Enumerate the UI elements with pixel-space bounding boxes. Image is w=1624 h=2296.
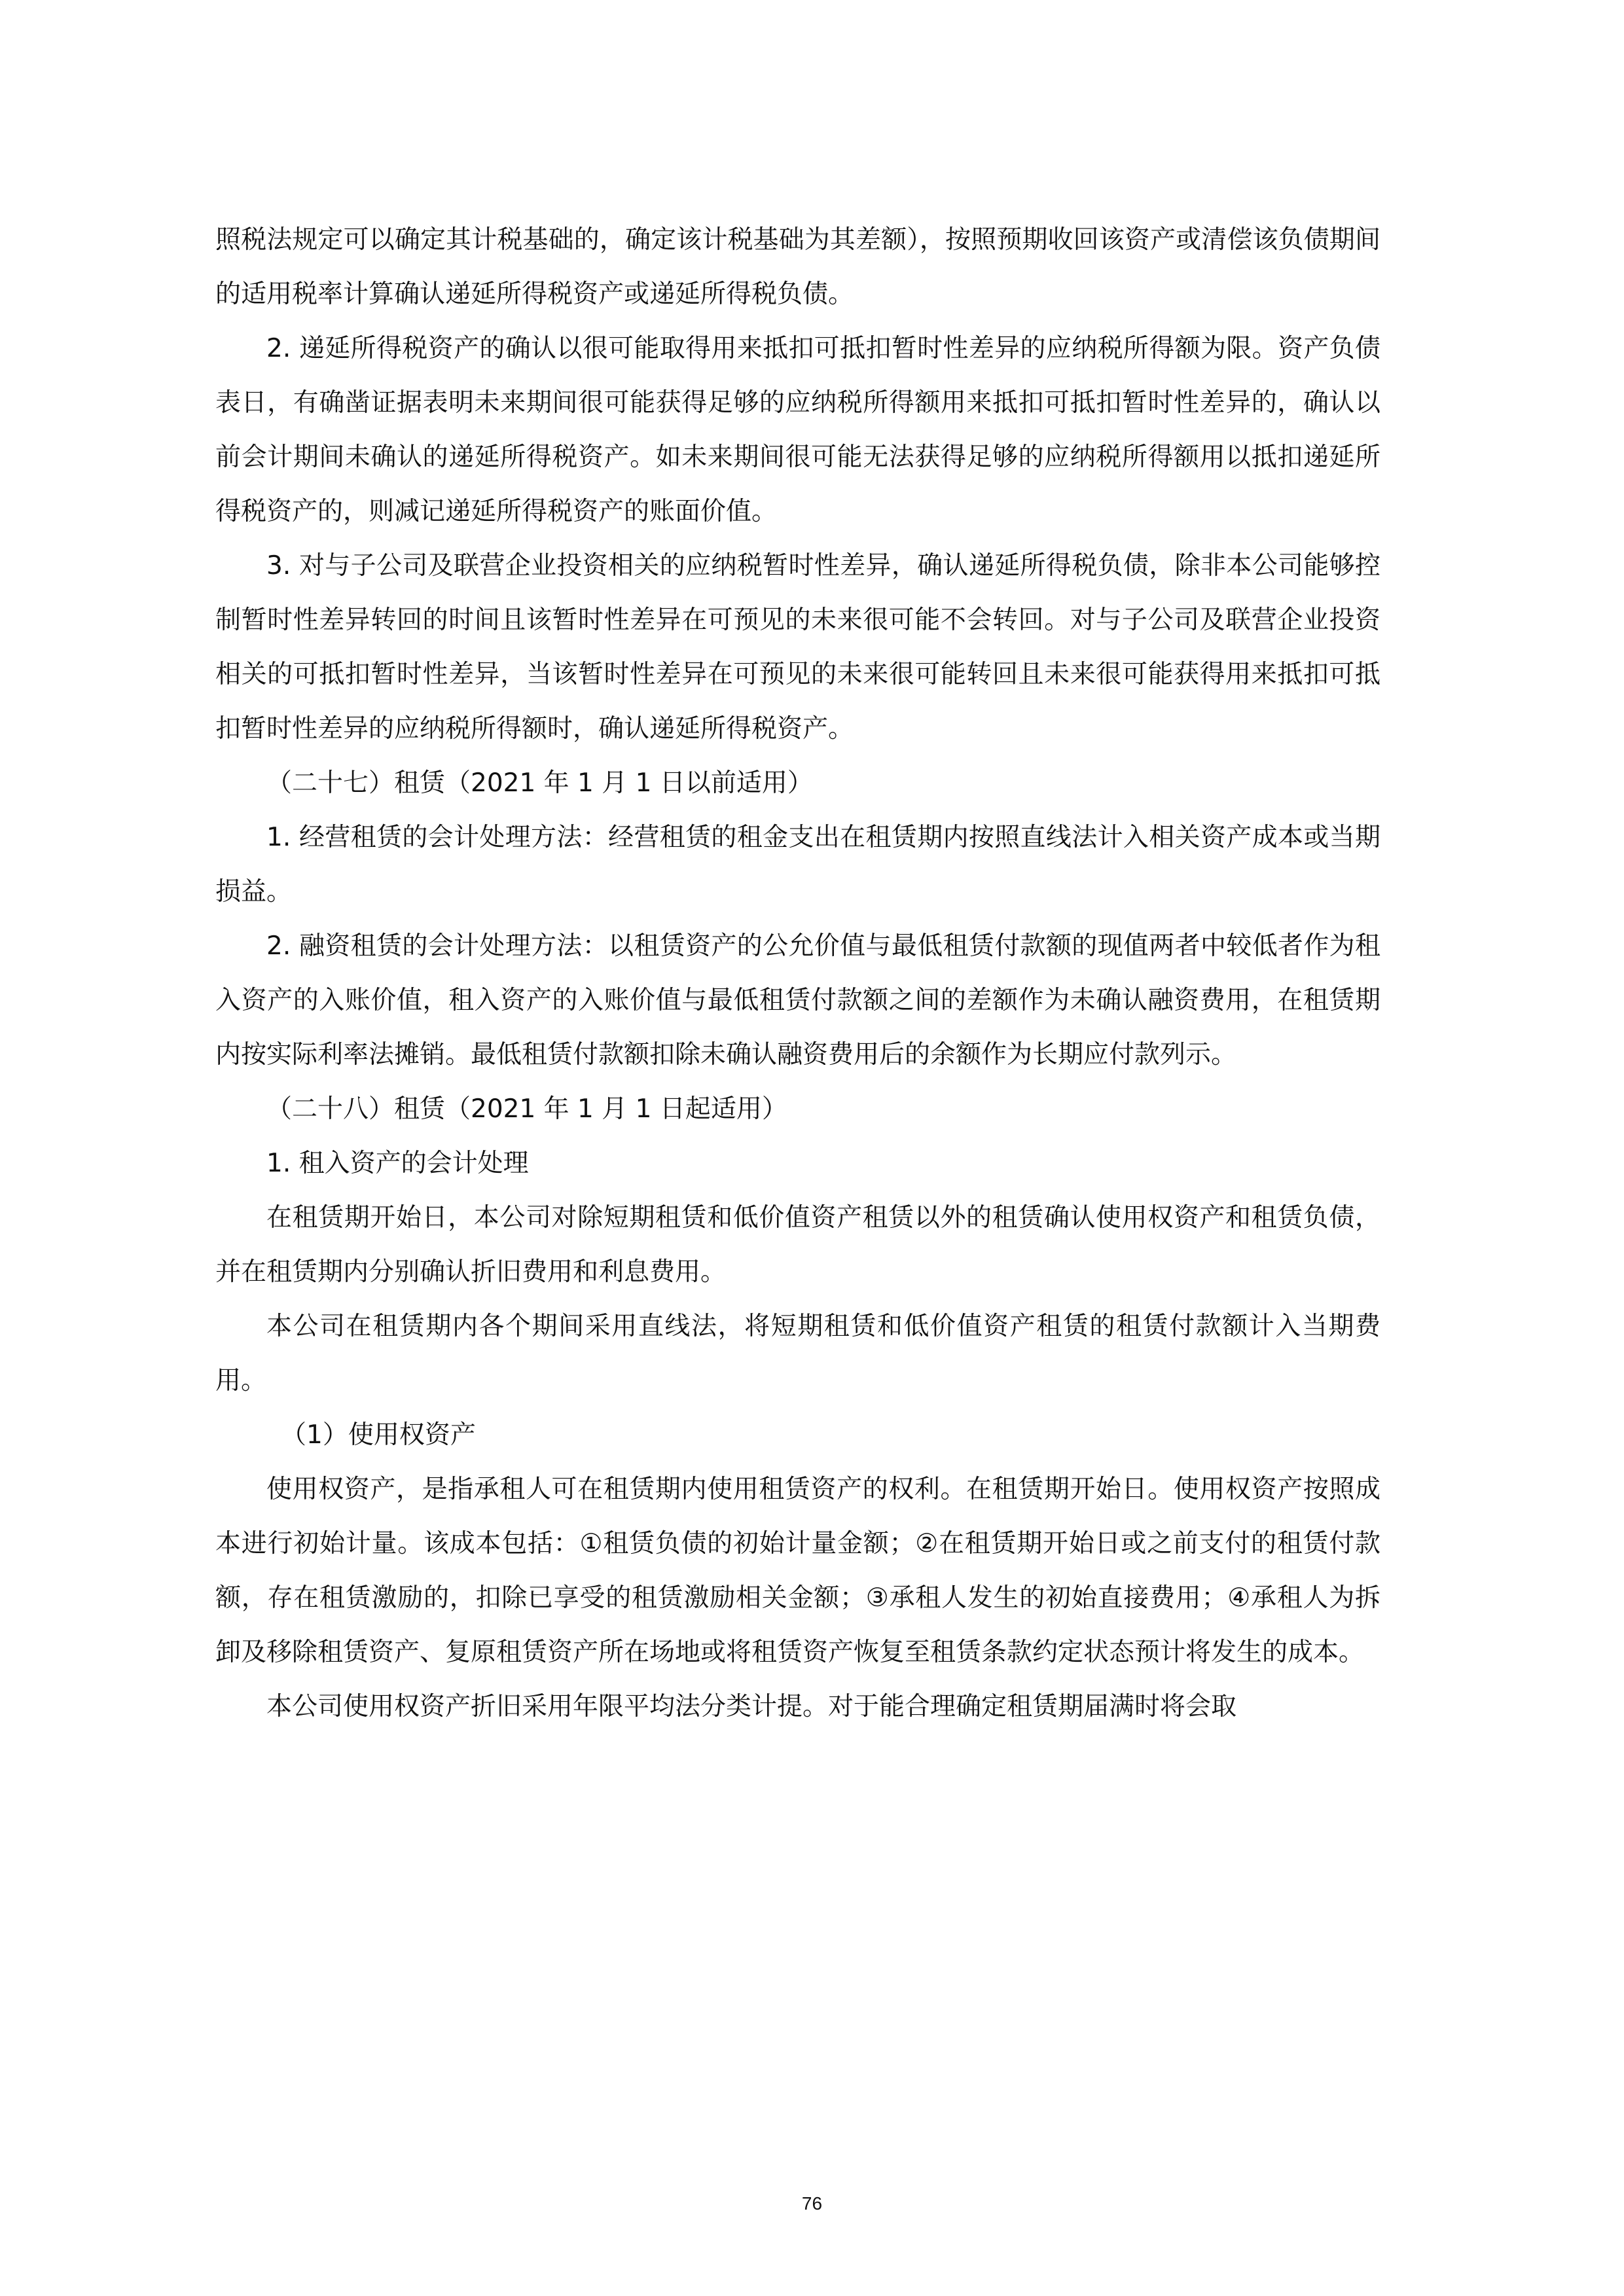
paragraph-continuation: 照税法规定可以确定其计税基础的，确定该计税基础为其差额），按照预期收回该资产或清偿该负债期间的适用税率计算确认递延所得税资产或递延所得税负债。 xyxy=(215,225,1380,309)
paragraph-short-term-lease: 本公司在租赁期内各个期间采用直线法，将短期租赁和低价值资产租赁的租赁付款额计入当期费用。 xyxy=(215,1312,1380,1395)
paragraph-subsidiary-temporary-differences: 3. 对与子公司及联营企业投资相关的应纳税暂时性差异，确认递延所得税负债，除非本公司能够控制暂时性差异转回的时间且该暂时性差异在可预见的未来很可能不会转回。对与子公司及联营企业投资相关的可抵扣暂时性差异，当该暂时性差异在可预见的未来很可能转回且未来很可能获得用来抵扣可抵扣暂时性差异的应纳税所得额时，确认递延所得税资产。 xyxy=(215,551,1380,744)
section-heading-lease-from-2021: （二十八）租赁（2021 年 1 月 1 日起适用） xyxy=(266,1094,787,1124)
page-number: 76 xyxy=(801,2193,823,2214)
subheading-lessee-accounting: 1. 租入资产的会计处理 xyxy=(266,1149,529,1178)
paragraph-operating-lease: 1. 经营租赁的会计处理方法：经营租赁的租金支出在租赁期内按照直线法计入相关资产成本或当期损益。 xyxy=(215,823,1380,906)
paragraph-lease-commencement: 在租赁期开始日，本公司对除短期租赁和低价值资产租赁以外的租赁确认使用权资产和租赁负债，并在租赁期内分别确认折旧费用和利息费用。 xyxy=(215,1203,1380,1287)
paragraph-deferred-tax-asset-recognition: 2. 递延所得税资产的确认以很可能取得用来抵扣可抵扣暂时性差异的应纳税所得额为限。资产负债表日，有确凿证据表明未来期间很可能获得足够的应纳税所得额用来抵扣可抵扣暂时性差异的，确认以前会计期间未确认的递延所得税资产。如未来期间很可能无法获得足够的应纳税所得额用以抵扣递延所得税资产的，则减记递延所得税资产的账面价值。 xyxy=(215,334,1380,526)
paragraph-depreciation: 本公司使用权资产折旧采用年限平均法分类计提。对于能合理确定租赁期届满时将会取 xyxy=(266,1692,1237,1721)
section-heading-lease-before-2021: （二十七）租赁（2021 年 1 月 1 日以前适用） xyxy=(266,768,813,798)
paragraph-finance-lease: 2. 融资租赁的会计处理方法：以租赁资产的公允价值与最低租赁付款额的现值两者中较低者作为租入资产的入账价值，租入资产的入账价值与最低租赁付款额之间的差额作为未确认融资费用，在租赁期内按实际利率法摊销。最低租赁付款额扣除未确认融资费用后的余额作为长期应付款列示。 xyxy=(215,931,1380,1069)
subheading-right-of-use-asset: （1）使用权资产 xyxy=(281,1420,476,1450)
paragraph-right-of-use-asset-definition: 使用权资产，是指承租人可在租赁期内使用租赁资产的权利。在租赁期开始日。使用权资产按照成本进行初始计量。该成本包括：①租赁负债的初始计量金额；②在租赁期开始日或之前支付的租赁付款额，存在租赁激励的，扣除已享受的租赁激励相关金额；③承租人发生的初始直接费用；④承租人为拆卸及移除租赁资产、复原租赁资产所在场地或将租赁资产恢复至租赁条款约定状态预计将发生的成本。 xyxy=(215,1475,1380,1667)
page-body xyxy=(215,213,1380,1734)
